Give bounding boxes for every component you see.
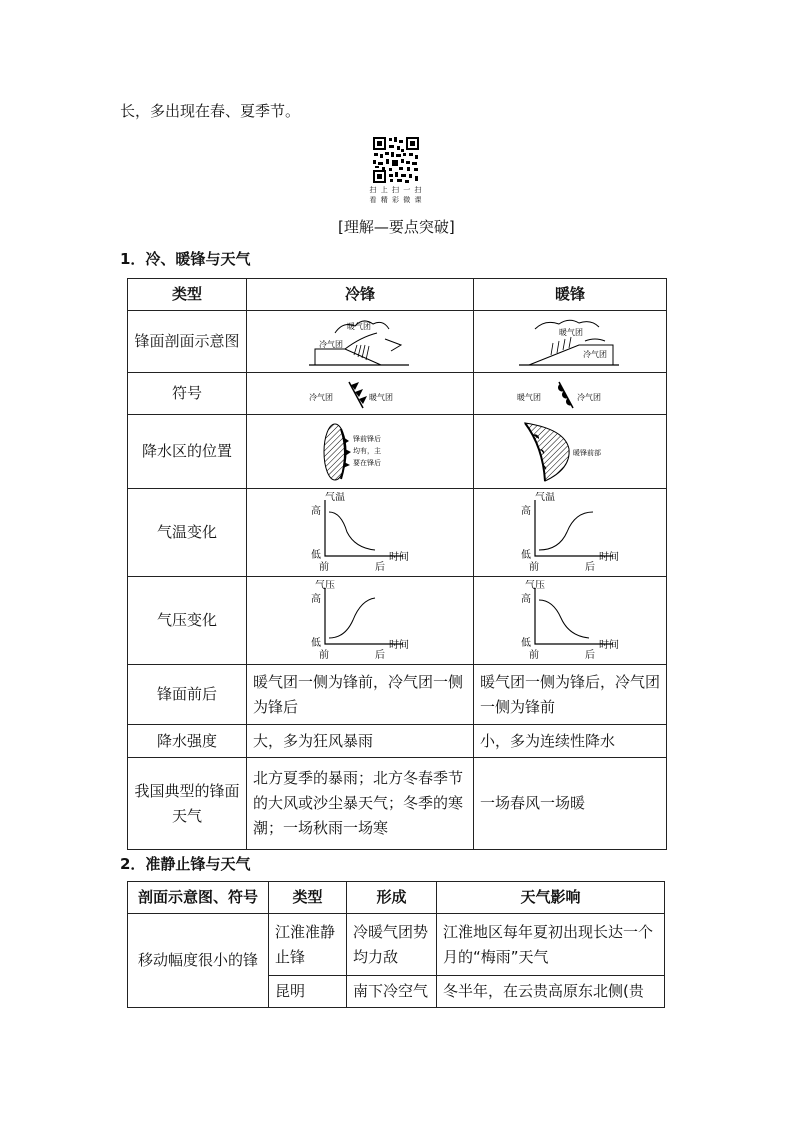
pressure-axis-label: 气压 <box>525 579 545 591</box>
cold-precip-note-3: 要在锋后 <box>353 458 381 467</box>
cold-intensity: 大，多为狂风暴雨 <box>247 725 474 758</box>
temp-axis-label: 气温 <box>535 491 555 503</box>
impact-kunming: 冬半年，在云贵高原东北侧(贵 <box>437 976 665 1008</box>
warm-front-symbol <box>515 376 625 412</box>
warm-symbol-right-label: 冷气团 <box>577 392 601 402</box>
row-label-profile: 锋面剖面示意图 <box>128 311 247 373</box>
pressure-axis-label: 气压 <box>315 579 335 591</box>
warm-front-pressure-graph <box>505 580 635 662</box>
cold-precip-cell <box>247 415 474 489</box>
pressure-high-label: 高 <box>521 593 531 605</box>
before-label: 前 <box>319 649 329 661</box>
row-label-temp-change: 气温变化 <box>128 489 247 577</box>
before-label: 前 <box>319 561 329 573</box>
after-label: 后 <box>585 561 595 573</box>
temp-high-label: 高 <box>311 505 321 517</box>
warm-symbol-left-label: 暖气团 <box>517 392 541 402</box>
cold-precip-note-2: 均有，主 <box>353 446 381 455</box>
temp-axis-label: 气温 <box>325 491 345 503</box>
temp-low-label: 低 <box>521 549 531 561</box>
row-label-precip-area: 降水区的位置 <box>128 415 247 489</box>
type-kunming: 昆明 <box>269 976 347 1008</box>
header-cold-front: 冷锋 <box>247 279 474 311</box>
row-label-intensity: 降水强度 <box>128 725 247 758</box>
cold-typical: 北方夏季的暴雨；北方冬春季节的大风或沙尘暴天气；冬季的寒潮；一场秋雨一场寒 <box>247 758 474 850</box>
row-label-symbol: 符号 <box>128 373 247 415</box>
cold-front-profile-diagram <box>305 315 415 369</box>
qr-caption-line-2: 看 精 彩 微 课 <box>369 196 423 204</box>
row-label-front-rear: 锋面前后 <box>128 665 247 725</box>
pressure-low-label: 低 <box>311 637 321 649</box>
warm-profile-cell <box>474 311 667 373</box>
qr-caption <box>366 185 426 205</box>
time-axis-label: 时间 <box>389 639 409 651</box>
after-label: 后 <box>375 649 385 661</box>
cold-symbol-left-label: 冷气团 <box>309 392 333 402</box>
merged-profile-cell: 移动幅度很小的锋 <box>128 914 269 1008</box>
warm-profile-cold-label: 冷气团 <box>583 349 607 359</box>
cold-front-temp-graph <box>295 492 425 574</box>
after-label: 后 <box>585 649 595 661</box>
warm-precip-note: 暖锋前部 <box>573 448 601 457</box>
row-label-pressure-change: 气压变化 <box>128 577 247 665</box>
warm-profile-warm-label: 暖气团 <box>559 327 583 337</box>
cold-profile-cold-label: 冷气团 <box>319 339 343 349</box>
pressure-high-label: 高 <box>311 593 321 605</box>
after-label: 后 <box>375 561 385 573</box>
section1-heading: 1．冷、暖锋与天气 <box>120 250 251 268</box>
warm-symbol-cell <box>474 373 667 415</box>
cold-front-precip-diagram <box>305 419 415 485</box>
row-label-typical: 我国典型的锋面天气 <box>128 758 247 850</box>
time-axis-label: 时间 <box>389 551 409 563</box>
time-axis-label: 时间 <box>599 639 619 651</box>
before-label: 前 <box>529 561 539 573</box>
time-axis-label: 时间 <box>599 551 619 563</box>
cold-precip-note-1: 锋前锋后 <box>353 434 381 443</box>
before-label: 前 <box>529 649 539 661</box>
cold-front-symbol <box>305 376 415 412</box>
header-warm-front: 暖锋 <box>474 279 667 311</box>
warm-precip-cell <box>474 415 667 489</box>
cold-temp-cell <box>247 489 474 577</box>
warm-pressure-cell <box>474 577 667 665</box>
cold-pressure-cell <box>247 577 474 665</box>
warm-temp-cell <box>474 489 667 577</box>
header-type: 类型 <box>269 882 347 914</box>
cold-symbol-right-label: 暖气团 <box>369 392 393 402</box>
pressure-low-label: 低 <box>521 637 531 649</box>
qr-code[interactable] <box>372 136 420 184</box>
header-profile-symbol: 剖面示意图、符号 <box>128 882 269 914</box>
warm-typical: 一场春风一场暖 <box>474 758 667 850</box>
impact-jianghuai: 江淮地区每年夏初出现长达一个月的“梅雨”天气 <box>437 914 665 976</box>
warm-intensity: 小，多为连续性降水 <box>474 725 667 758</box>
warm-front-precip-diagram <box>515 419 625 485</box>
section-subtitle: [理解—要点突破] <box>338 218 455 236</box>
warm-front-profile-diagram <box>515 315 625 369</box>
section2-heading: 2．准静止锋与天气 <box>120 855 251 873</box>
intro-line: 长，多出现在春、夏季节。 <box>120 102 301 120</box>
temp-high-label: 高 <box>521 505 531 517</box>
temp-low-label: 低 <box>311 549 321 561</box>
cold-profile-warm-label: 暖气团 <box>347 321 371 331</box>
warm-front-temp-graph <box>505 492 635 574</box>
cold-front-pressure-graph <box>295 580 425 662</box>
front-comparison-table <box>127 278 667 850</box>
header-formation: 形成 <box>347 882 437 914</box>
cold-profile-cell <box>247 311 474 373</box>
warm-front-rear: 暖气团一侧为锋后，冷气团一侧为锋前 <box>474 665 667 725</box>
header-type: 类型 <box>128 279 247 311</box>
formation-kunming: 南下冷空气 <box>347 976 437 1008</box>
cold-symbol-cell <box>247 373 474 415</box>
type-jianghuai: 江淮准静止锋 <box>269 914 347 976</box>
stationary-front-table <box>127 881 665 1008</box>
qr-caption-line-1: 扫 上 扫 一 扫 <box>369 186 423 194</box>
cold-front-rear: 暖气团一侧为锋前，冷气团一侧为锋后 <box>247 665 474 725</box>
header-weather-impact: 天气影响 <box>437 882 665 914</box>
formation-jianghuai: 冷暖气团势均力敌 <box>347 914 437 976</box>
